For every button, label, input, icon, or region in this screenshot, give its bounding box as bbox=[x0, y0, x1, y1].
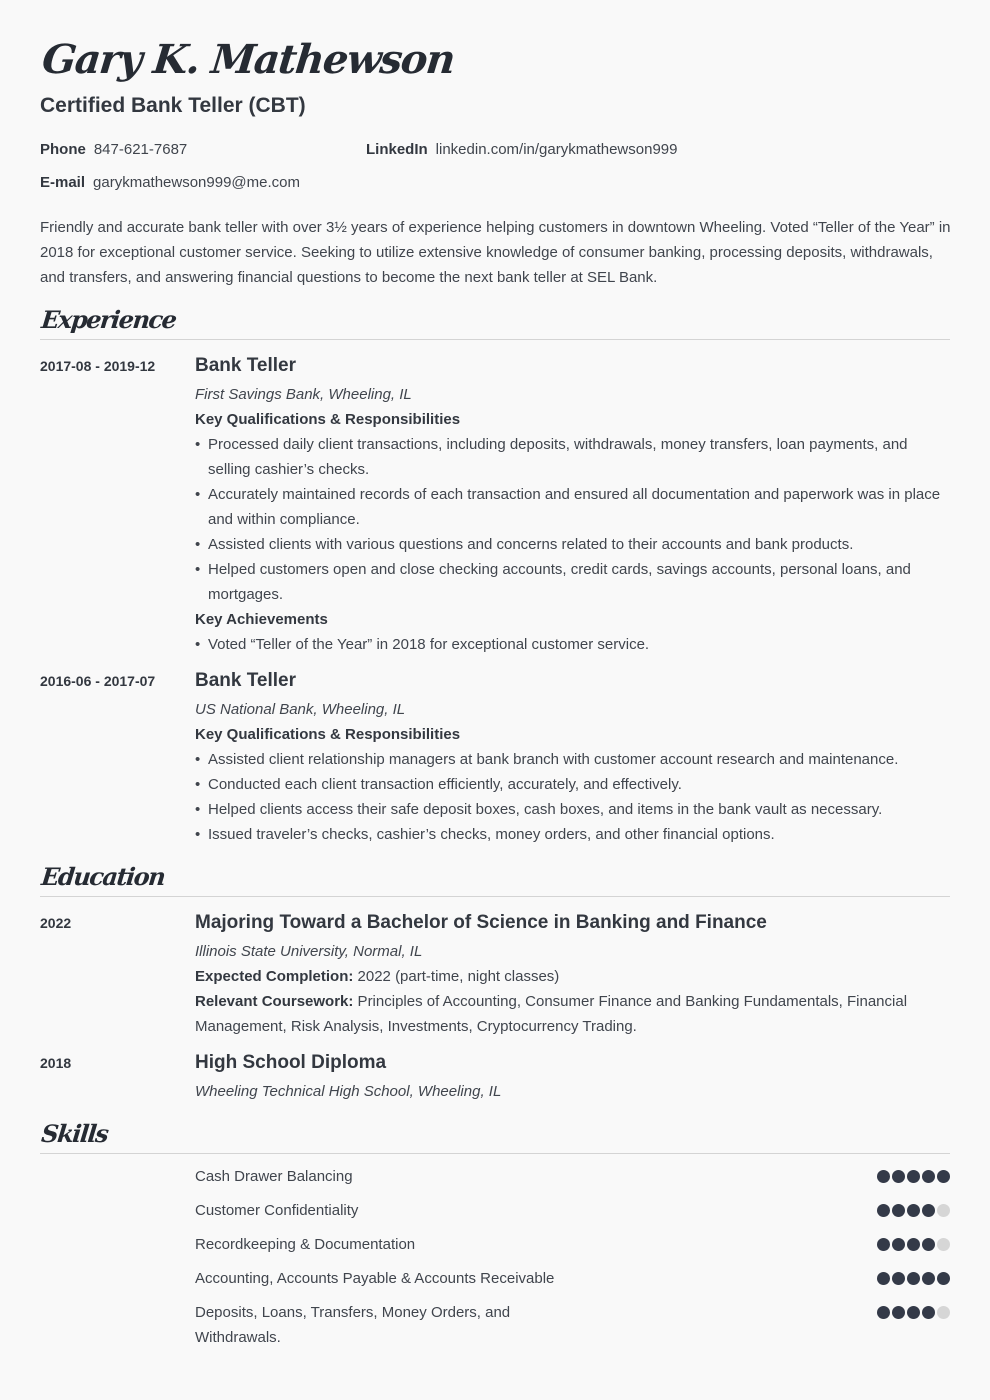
contact-linkedin bbox=[366, 141, 677, 158]
bullet-icon: • bbox=[195, 561, 201, 578]
email-value[interactable]: garykmathewson999@me.com bbox=[93, 174, 300, 191]
achievements-heading: Key Achievements bbox=[195, 611, 328, 628]
rating-dot-filled-icon bbox=[907, 1238, 920, 1251]
skill-name: Cash Drawer Balancing bbox=[195, 1168, 353, 1185]
rating-dot-filled-icon bbox=[937, 1272, 950, 1285]
skill-name: Recordkeeping & Documentation bbox=[195, 1236, 416, 1253]
education-year: 2018 bbox=[40, 1055, 72, 1071]
rating-dot-filled-icon bbox=[922, 1238, 935, 1251]
list-item: • Helped customers open and close checking accounts, credit cards, savings accounts, personal loans, and mortgages. bbox=[195, 557, 950, 607]
list-item: • Processed daily client transactions, including deposits, withdrawals, money transfers, loan payments, and selling cashier’s checks. bbox=[195, 432, 950, 482]
bullet-icon: • bbox=[195, 776, 201, 793]
responsibilities-list bbox=[195, 747, 950, 847]
bullet-icon: • bbox=[195, 636, 201, 653]
job-org: First Savings Bank, Wheeling, IL bbox=[195, 386, 412, 403]
rating-dot-filled-icon bbox=[937, 1170, 950, 1183]
rating-dot-filled-icon bbox=[877, 1306, 890, 1319]
rating-dot-empty-icon bbox=[937, 1204, 950, 1217]
candidate-role: Certified Bank Teller (CBT) bbox=[40, 94, 306, 117]
education-year: 2022 bbox=[40, 915, 72, 931]
rating-dot-empty-icon bbox=[937, 1306, 950, 1319]
degree-title: High School Diploma bbox=[195, 1052, 387, 1073]
list-item: • Assisted client relationship managers at bank branch with customer account research and maintenance. bbox=[195, 747, 950, 772]
rating-dot-filled-icon bbox=[907, 1170, 920, 1183]
list-item: • Accurately maintained records of each transaction and ensured all documentation and paperwork was in place and within compliance. bbox=[195, 482, 950, 532]
school-name: Wheeling Technical High School, Wheeling, IL bbox=[195, 1083, 502, 1100]
responsibilities-heading: Key Qualifications & Responsibilities bbox=[195, 726, 461, 743]
rating-dot-filled-icon bbox=[892, 1306, 905, 1319]
responsibilities-heading: Key Qualifications & Responsibilities bbox=[195, 411, 461, 428]
rating-dot-filled-icon bbox=[892, 1272, 905, 1285]
skill-rating bbox=[877, 1170, 950, 1183]
skill-rating bbox=[877, 1306, 950, 1319]
job-title: Bank Teller bbox=[195, 670, 297, 691]
skill-name: Deposits, Loans, Transfers, Money Orders, and Withdrawals. bbox=[195, 1304, 511, 1346]
rating-dot-filled-icon bbox=[877, 1272, 890, 1285]
contact-email bbox=[40, 174, 300, 191]
linkedin-label: LinkedIn bbox=[366, 141, 428, 158]
rating-dot-filled-icon bbox=[877, 1170, 890, 1183]
relevant-coursework: Relevant Coursework: Principles of Accounting, Consumer Finance and Banking Fundamentals, Financial Management, Risk Analysis, Investments, Cryptocurrency Trading. bbox=[195, 993, 908, 1035]
bullet-icon: • bbox=[195, 751, 201, 768]
phone-value: 847-621-7687 bbox=[93, 141, 188, 158]
contact-phone bbox=[40, 141, 187, 158]
bullet-icon: • bbox=[195, 486, 201, 503]
skill-row bbox=[195, 1300, 950, 1350]
linkedin-value[interactable]: linkedin.com/in/garykmathewson999 bbox=[435, 141, 678, 158]
achievements-list bbox=[195, 632, 950, 657]
rating-dot-filled-icon bbox=[907, 1204, 920, 1217]
school-name: Illinois State University, Normal, IL bbox=[195, 943, 423, 960]
skill-row bbox=[195, 1232, 950, 1257]
education-heading: Education bbox=[40, 862, 166, 891]
skills-heading: Skills bbox=[40, 1119, 109, 1148]
rating-dot-filled-icon bbox=[907, 1272, 920, 1285]
job-dates: 2016-06 - 2017-07 bbox=[40, 673, 156, 689]
skill-rating bbox=[877, 1272, 950, 1285]
job-org: US National Bank, Wheeling, IL bbox=[195, 701, 406, 718]
summary-paragraph: Friendly and accurate bank teller with over 3½ years of experience helping customers in downtown Wheeling. Voted “Teller of the Year” in 2018 for exceptional customer service. Seeking to utilize extensive knowledge of consumer banking, processing deposits, withdrawals, and transfers, and answering financial questions to become the next bank teller at SEL Bank. bbox=[40, 219, 951, 286]
list-item: • Voted “Teller of the Year” in 2018 for exceptional customer service. bbox=[195, 632, 950, 657]
job-dates: 2017-08 - 2019-12 bbox=[40, 358, 156, 374]
experience-heading: Experience bbox=[40, 305, 178, 334]
rating-dot-filled-icon bbox=[922, 1306, 935, 1319]
skill-row bbox=[195, 1164, 950, 1189]
skill-row bbox=[195, 1198, 950, 1223]
skill-rating bbox=[877, 1238, 950, 1251]
rating-dot-filled-icon bbox=[922, 1272, 935, 1285]
rating-dot-filled-icon bbox=[877, 1238, 890, 1251]
bullet-icon: • bbox=[195, 536, 201, 553]
rating-dot-filled-icon bbox=[907, 1306, 920, 1319]
rating-dot-filled-icon bbox=[922, 1170, 935, 1183]
list-item: • Assisted clients with various questions and concerns related to their accounts and bank products. bbox=[195, 532, 950, 557]
rating-dot-empty-icon bbox=[937, 1238, 950, 1251]
rating-dot-filled-icon bbox=[892, 1170, 905, 1183]
job-title: Bank Teller bbox=[195, 355, 297, 376]
list-item: • Issued traveler’s checks, cashier’s checks, money orders, and other financial options. bbox=[195, 822, 950, 847]
responsibilities-list bbox=[195, 432, 950, 607]
education-divider bbox=[40, 896, 950, 897]
bullet-icon: • bbox=[195, 436, 201, 453]
rating-dot-filled-icon bbox=[877, 1204, 890, 1217]
rating-dot-filled-icon bbox=[892, 1204, 905, 1217]
phone-label: Phone bbox=[40, 141, 86, 158]
skills-divider bbox=[40, 1153, 950, 1154]
list-item: • Conducted each client transaction efficiently, accurately, and effectively. bbox=[195, 772, 950, 797]
candidate-name: Gary K. Mathewson bbox=[40, 36, 457, 83]
degree-title: Majoring Toward a Bachelor of Science in Banking and Finance bbox=[195, 912, 767, 933]
experience-divider bbox=[40, 339, 950, 340]
email-label: E-mail bbox=[40, 174, 86, 191]
bullet-icon: • bbox=[195, 801, 201, 818]
rating-dot-filled-icon bbox=[922, 1204, 935, 1217]
expected-completion: Expected Completion: 2022 (part-time, night classes) bbox=[195, 968, 560, 985]
bullet-icon: • bbox=[195, 826, 201, 843]
skill-rating bbox=[877, 1204, 950, 1217]
skill-name: Customer Confidentiality bbox=[195, 1202, 359, 1219]
list-item: • Helped clients access their safe deposit boxes, cash boxes, and items in the bank vault as necessary. bbox=[195, 797, 950, 822]
skill-name: Accounting, Accounts Payable & Accounts Receivable bbox=[195, 1270, 555, 1287]
rating-dot-filled-icon bbox=[892, 1238, 905, 1251]
skill-row bbox=[195, 1266, 950, 1291]
